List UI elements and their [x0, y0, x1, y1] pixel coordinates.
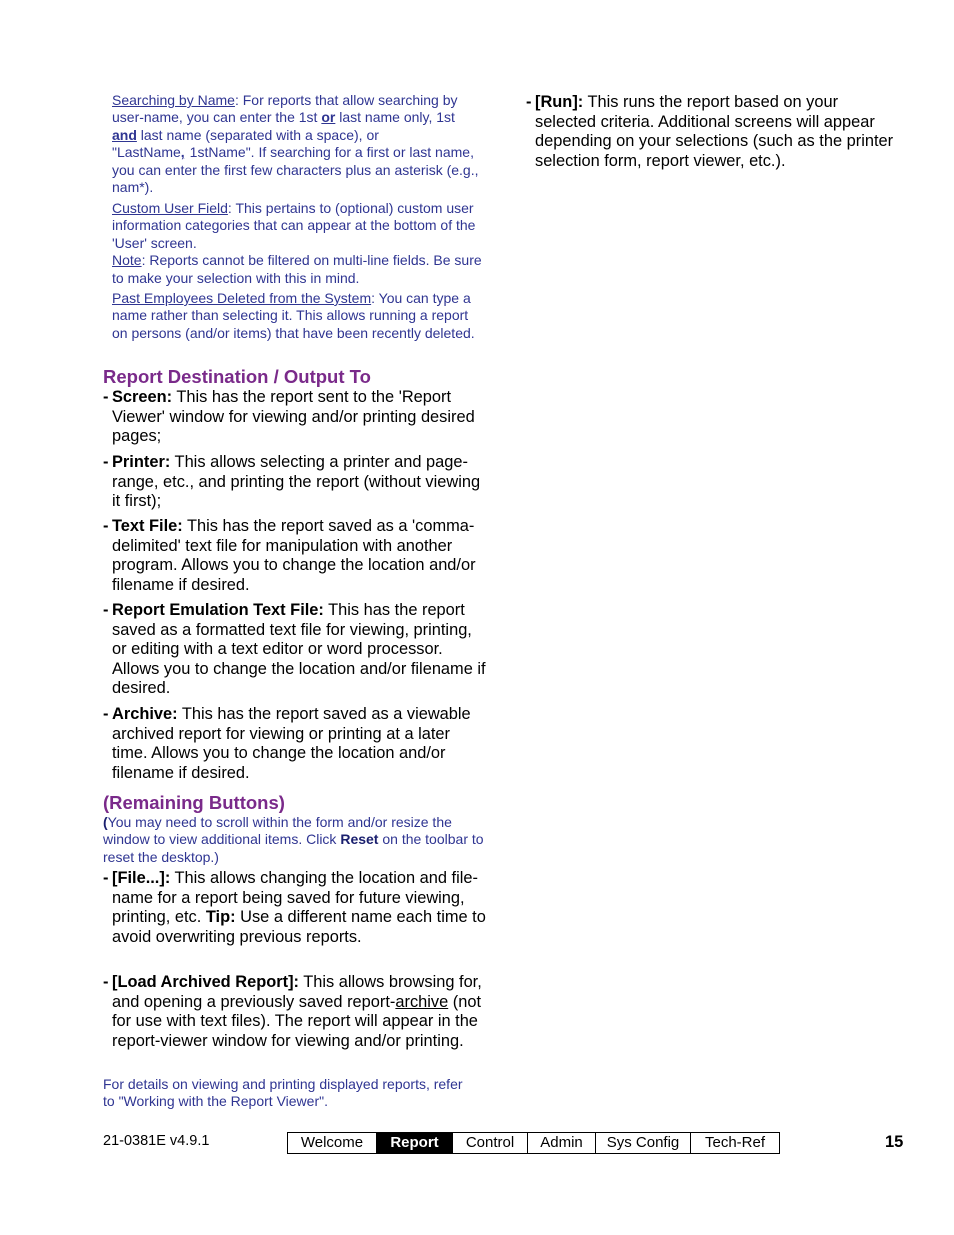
bullet-run: - [Run]: This runs the report based on your selected criteria. Additional screens will appear depending on your selections (such as the printer selection form, report viewer, etc.). [526, 93, 894, 170]
note-searching-by-name: Searching by Name: For reports that allow searching by user-name, you can enter the 1st or last name only, 1st and last name (separated with a space), or "LastName, 1stName". If searching for a first or last name, you can enter the first few characters plus an asterisk (e.g., nam*). [112, 92, 479, 196]
nav-tab-report[interactable]: Report [376, 1133, 452, 1153]
nav-tab-tech-ref[interactable]: Tech-Ref [690, 1133, 779, 1153]
nav-tab-sys-config[interactable]: Sys Config [595, 1133, 690, 1153]
bullet-printer: - Printer: This allows selecting a printer and page-range, etc., and printing the report (without viewing it first); [103, 453, 481, 511]
bullet-load-archived: - [Load Archived Report]: This allows browsing for, and opening a previously saved report-archive (not for use with text files). The report will appear in the report-viewer window for viewing and/or printing. [103, 973, 482, 1050]
nav-tab-control[interactable]: Control [452, 1133, 527, 1153]
nav-tab-welcome[interactable]: Welcome [300, 1134, 364, 1151]
footer-nav [287, 1132, 780, 1154]
term-custom-user-field: Custom User Field [112, 200, 228, 216]
term-past-employees: Past Employees Deleted from the System [112, 290, 372, 306]
report-viewer-reference: For details on viewing and printing displayed reports, refer to "Working with the Report Viewer". [103, 1076, 463, 1110]
heading-remaining-buttons: (Remaining Buttons) [103, 792, 285, 813]
bullet-text-file: - Text File: This has the report saved as a 'comma-delimited' text file for manipulation with another program. Allows you to change the location and/or filename if desired. [103, 517, 476, 594]
nav-tab-admin[interactable]: Admin [527, 1133, 595, 1153]
note-past-employees: Past Employees Deleted from the System: You can type a name rather than selecting it. This allows running a report on persons (and/or items) that have been recently deleted. [112, 290, 475, 341]
bullet-file-button: - [File...]: This allows changing the location and file-name for a report being saved for future viewing, printing, etc. Tip: Use a different name each time to avoid overwriting previous reports. [103, 869, 486, 946]
document-id: 21-0381E v4.9.1 [103, 1133, 210, 1149]
note-custom-user-field: Custom User Field: This pertains to (optional) custom user information categories that can appear at the bottom of the 'User' screen. Note: Reports cannot be filtered on multi-line fields. Be sure to make your selection with this in mind. [112, 200, 482, 286]
term-searching-by-name: Searching by Name [112, 92, 235, 108]
term-note: Note [112, 252, 142, 269]
remaining-buttons-intro: (You may need to scroll within the form and/or resize the window to view additional items. Click Reset on the toolbar to reset the desktop.) [103, 814, 484, 865]
bullet-report-emulation: - Report Emulation Text File: This has the report saved as a formatted text file for viewing, printing, or editing with a text editor or word processor. Allows you to change the location and/or filename if desired. [103, 601, 486, 698]
heading-report-destination: Report Destination / Output To [103, 366, 371, 387]
bullet-archive: - Archive: This has the report saved as a viewable archived report for viewing or printing at a later time. Allows you to change the location and/or filename if desired. [103, 705, 471, 782]
bullet-screen: - Screen: This has the report sent to the 'Report Viewer' window for viewing and/or printing desired pages; [103, 388, 475, 446]
page-number: 15 [885, 1133, 904, 1151]
